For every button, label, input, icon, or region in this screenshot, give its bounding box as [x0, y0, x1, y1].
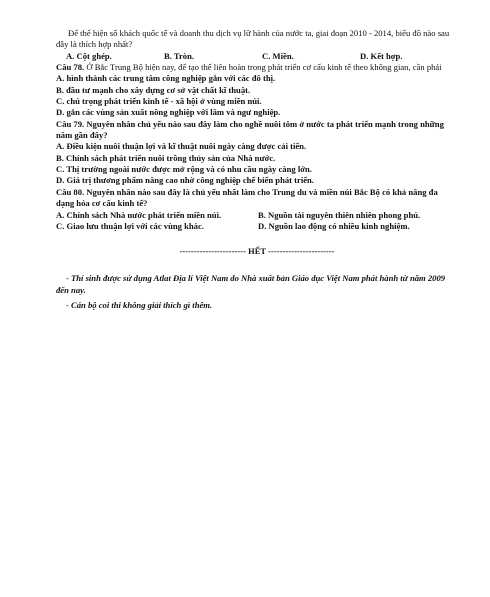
- q77-option-d: D. Kết hợp.: [360, 50, 403, 61]
- note-atlas: - Thí sinh được sử dụng Atlat Địa lí Việt Nam do Nhà xuất bản Giáo dục Việt Nam phát hành từ năm 2009 đến nay.: [56, 273, 446, 295]
- q77-stem: Để thể hiện số khách quốc tế và doanh thu dịch vụ lữ hành của nước ta, giai đoạn 2010 - 2014, biểu đồ nào sau đây là thích hợp nhất?: [56, 28, 450, 50]
- q79-option-b: B. Chính sách phát triển nuôi trồng thủy sản của Nhà nước.: [56, 152, 276, 163]
- q80-options-row-1: [56, 210, 458, 221]
- q78-number: Câu 78.: [56, 62, 85, 73]
- q80-option-a: A. Chính sách Nhà nước phát triển miền núi.: [56, 209, 222, 220]
- q79-option-a: A. Điều kiện nuôi thuận lợi và kĩ thuật nuôi ngày càng được cải tiến.: [56, 141, 307, 152]
- exam-content: [56, 28, 458, 311]
- q77-options: [56, 51, 458, 62]
- q77-option-b: B. Tròn.: [164, 50, 195, 61]
- q79-text: Nguyên nhân chủ yếu nào sau đây làm cho nghề nuôi tôm ở nước ta phát triển mạnh trong những năm gần đây?: [56, 118, 444, 141]
- q78-option-b: B. đầu tư mạnh cho xây dựng cơ sở vật chất kĩ thuật.: [56, 84, 251, 95]
- q80-option-b: B. Nguồn tài nguyên thiên nhiên phong phú.: [258, 209, 421, 220]
- q78-option-a: A. hình thành các trung tâm công nghiệp gắn với các đô thị.: [56, 73, 276, 84]
- q80-option-c: C. Giao lưu thuận lợi với các vùng khác.: [56, 220, 204, 231]
- exam-notes: [56, 273, 458, 311]
- q79-option-c: C. Thị trường ngoài nước được mở rộng và có nhu cầu ngày càng lớn.: [56, 164, 312, 175]
- q78-text: Ở Bắc Trung Bộ hiện nay, để tạo thế liên hoàn trong phát triển cơ cấu kinh tế theo không gian, cần phải: [86, 62, 442, 73]
- q78-stem: [56, 62, 458, 73]
- q80-option-d: D. Nguồn lao động có nhiều kinh nghiệm.: [258, 220, 410, 231]
- q79-stem: [56, 119, 458, 142]
- q80-stem: [56, 187, 458, 210]
- end-marker: ----------------------- HẾT -----------------------: [179, 247, 335, 257]
- q79-number: Câu 79.: [56, 118, 85, 129]
- q78-option-c: C. chú trọng phát triển kinh tế - xã hội ở vùng miền núi.: [56, 96, 262, 107]
- note-proctor: - Cán bộ coi thi không giải thích gì thêm.: [66, 299, 213, 310]
- q79-option-d: D. Giá trị thương phẩm nâng cao nhờ công nghiệp chế biến phát triển.: [56, 175, 314, 186]
- q80-text: Nguyên nhân nào sau đây là chủ yếu nhất làm cho Trung du và miền núi Bắc Bộ có khả năng đa dạng hóa cơ cấu kinh tế?: [56, 186, 438, 209]
- q77-option-a: A. Cột ghép.: [66, 50, 112, 61]
- q80-options-row-2: [56, 221, 458, 232]
- q77-option-c: C. Miền.: [262, 50, 294, 61]
- q78-option-d: D. gắn các vùng sản xuất nông nghiệp với lâm và ngư nghiệp.: [56, 107, 281, 118]
- q80-number: Câu 80.: [56, 186, 85, 197]
